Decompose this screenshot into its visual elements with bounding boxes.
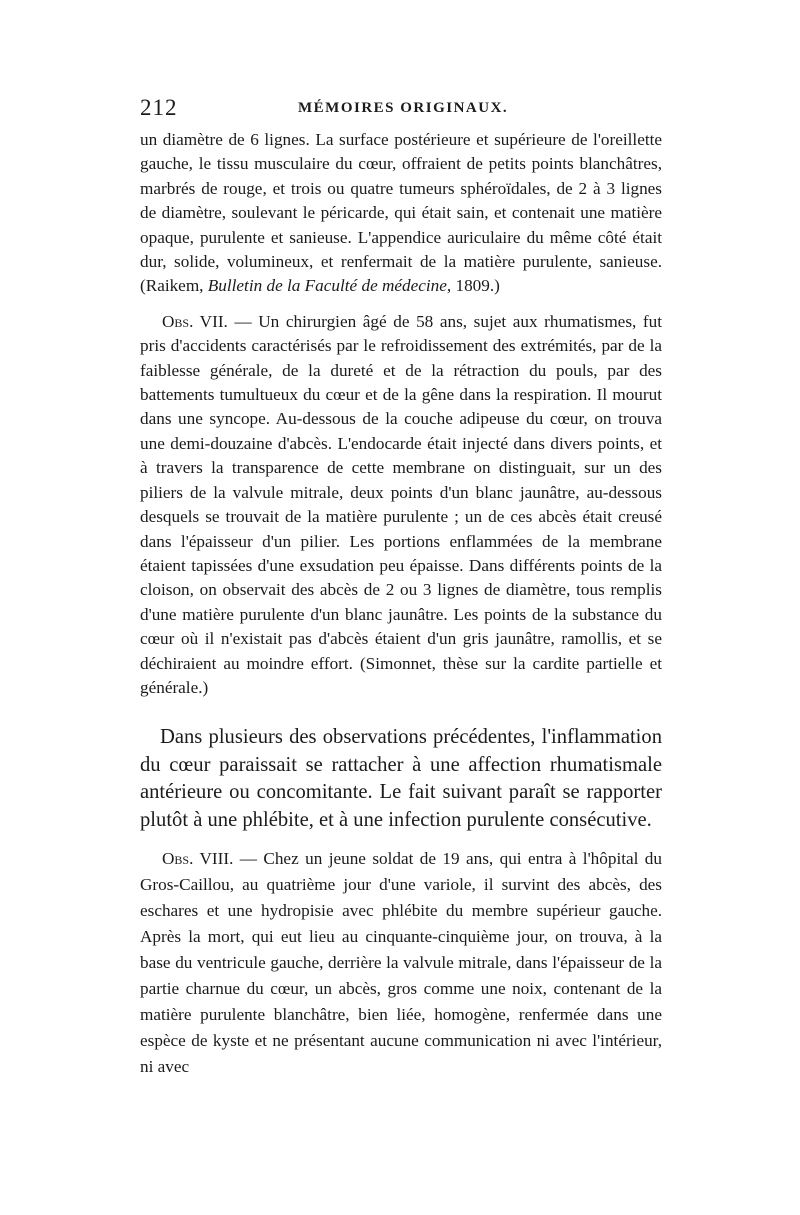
- paragraph-gap: [140, 299, 662, 310]
- paragraph-text: un diamètre de 6 lignes. La surface postérieure et supérieure de l'oreillette gauche, le tissu musculaire du cœur, offraient de petits points blanchâtres, marbrés de rouge, et trois ou quatre tumeurs sphéroïdales, de 2 à 3 lignes de diamètre, soulevant le péricarde, qui était sain, et contenait une matière opaque, purulente et sanieuse. L'appendice auriculaire du même côté était dur, solide, volumineux, et renfermait de la matière purulente, sanieuse. (Raikem,: [140, 130, 662, 296]
- running-title: MÉMOIRES ORIGINAUX.: [298, 100, 509, 116]
- observation-heading: Obs. VIII.: [162, 849, 234, 869]
- paragraph-observation-viii: [140, 846, 662, 1080]
- observation-heading: Obs. VII.: [162, 311, 228, 331]
- source-date: , 1809.): [446, 276, 500, 296]
- source-citation: Bulletin de la Faculté de médecine: [207, 276, 447, 296]
- paragraph-raikem-case: [140, 128, 662, 299]
- paragraph-text: Dans plusieurs des observations précédentes, l'inflammation du cœur paraissait se rattacher à une affection rhumatismale antérieure ou concomitante. Le fait suivant paraît se rapporter plutôt à une phlébite, et à une infection purulente consécutive.: [140, 726, 662, 831]
- page-body: [140, 128, 662, 1080]
- paragraph-commentary: [140, 724, 662, 834]
- paragraph-text: — Chez un jeune soldat de 19 ans, qui entra à l'hôpital du Gros-Caillou, au quatrième jour d'une variole, il survint des abcès, des eschares et une hydropisie avec phlébite du membre supérieur gauche. Après la mort, qui eut lieu au cinquante-cinquième jour, on trouva, à la base du ventricule gauche, derrière la valvule mitrale, dans l'épaisseur de la partie charnue du cœur, un abcès, gros comme une noix, contenant de la matière purulente blanchâtre, bien liée, homogène, renfermée dans une espèce de kyste et ne présentant aucune communication ni avec l'intérieur, ni avec: [140, 849, 662, 1077]
- page-header: [140, 95, 660, 125]
- paragraph-observation-vii: [140, 310, 662, 701]
- page-number: 212: [140, 95, 178, 120]
- paragraph-text: — Un chirurgien âgé de 58 ans, sujet aux rhumatismes, fut pris d'accidents caractérisés par le refroidissement des extrémités, par de la faiblesse générale, de la dureté et de la rétraction du pouls, par des battements tumultueux du cœur et de la gêne dans la respiration. Il mourut dans une syncope. Au-dessous de la couche adipeuse du cœur, on trouva une demi-douzaine d'abcès. L'endocarde était injecté dans divers points, et à travers la transparence de cette membrane on distinguait, sur un des piliers de la valvule mitrale, deux points d'un blanc jaunâtre, au-dessous desquels se trouvait de la matière purulente ; un de ces abcès était creusé dans l'épaisseur d'un pilier. Les portions enflammées de la membrane étaient tapissées d'une exsudation peu épaisse. Dans différents points de la cloison, on observait des abcès de 2 ou 3 lignes de diamètre, tous remplis d'une matière purulente d'un blanc jaunâtre. Les points de la substance du cœur où il n'existait pas d'abcès étaient d'un gris jaunâtre, ramollis, et se déchiraient au moindre effort. (Simonnet, thèse sur la cardite partielle et générale.): [140, 311, 663, 697]
